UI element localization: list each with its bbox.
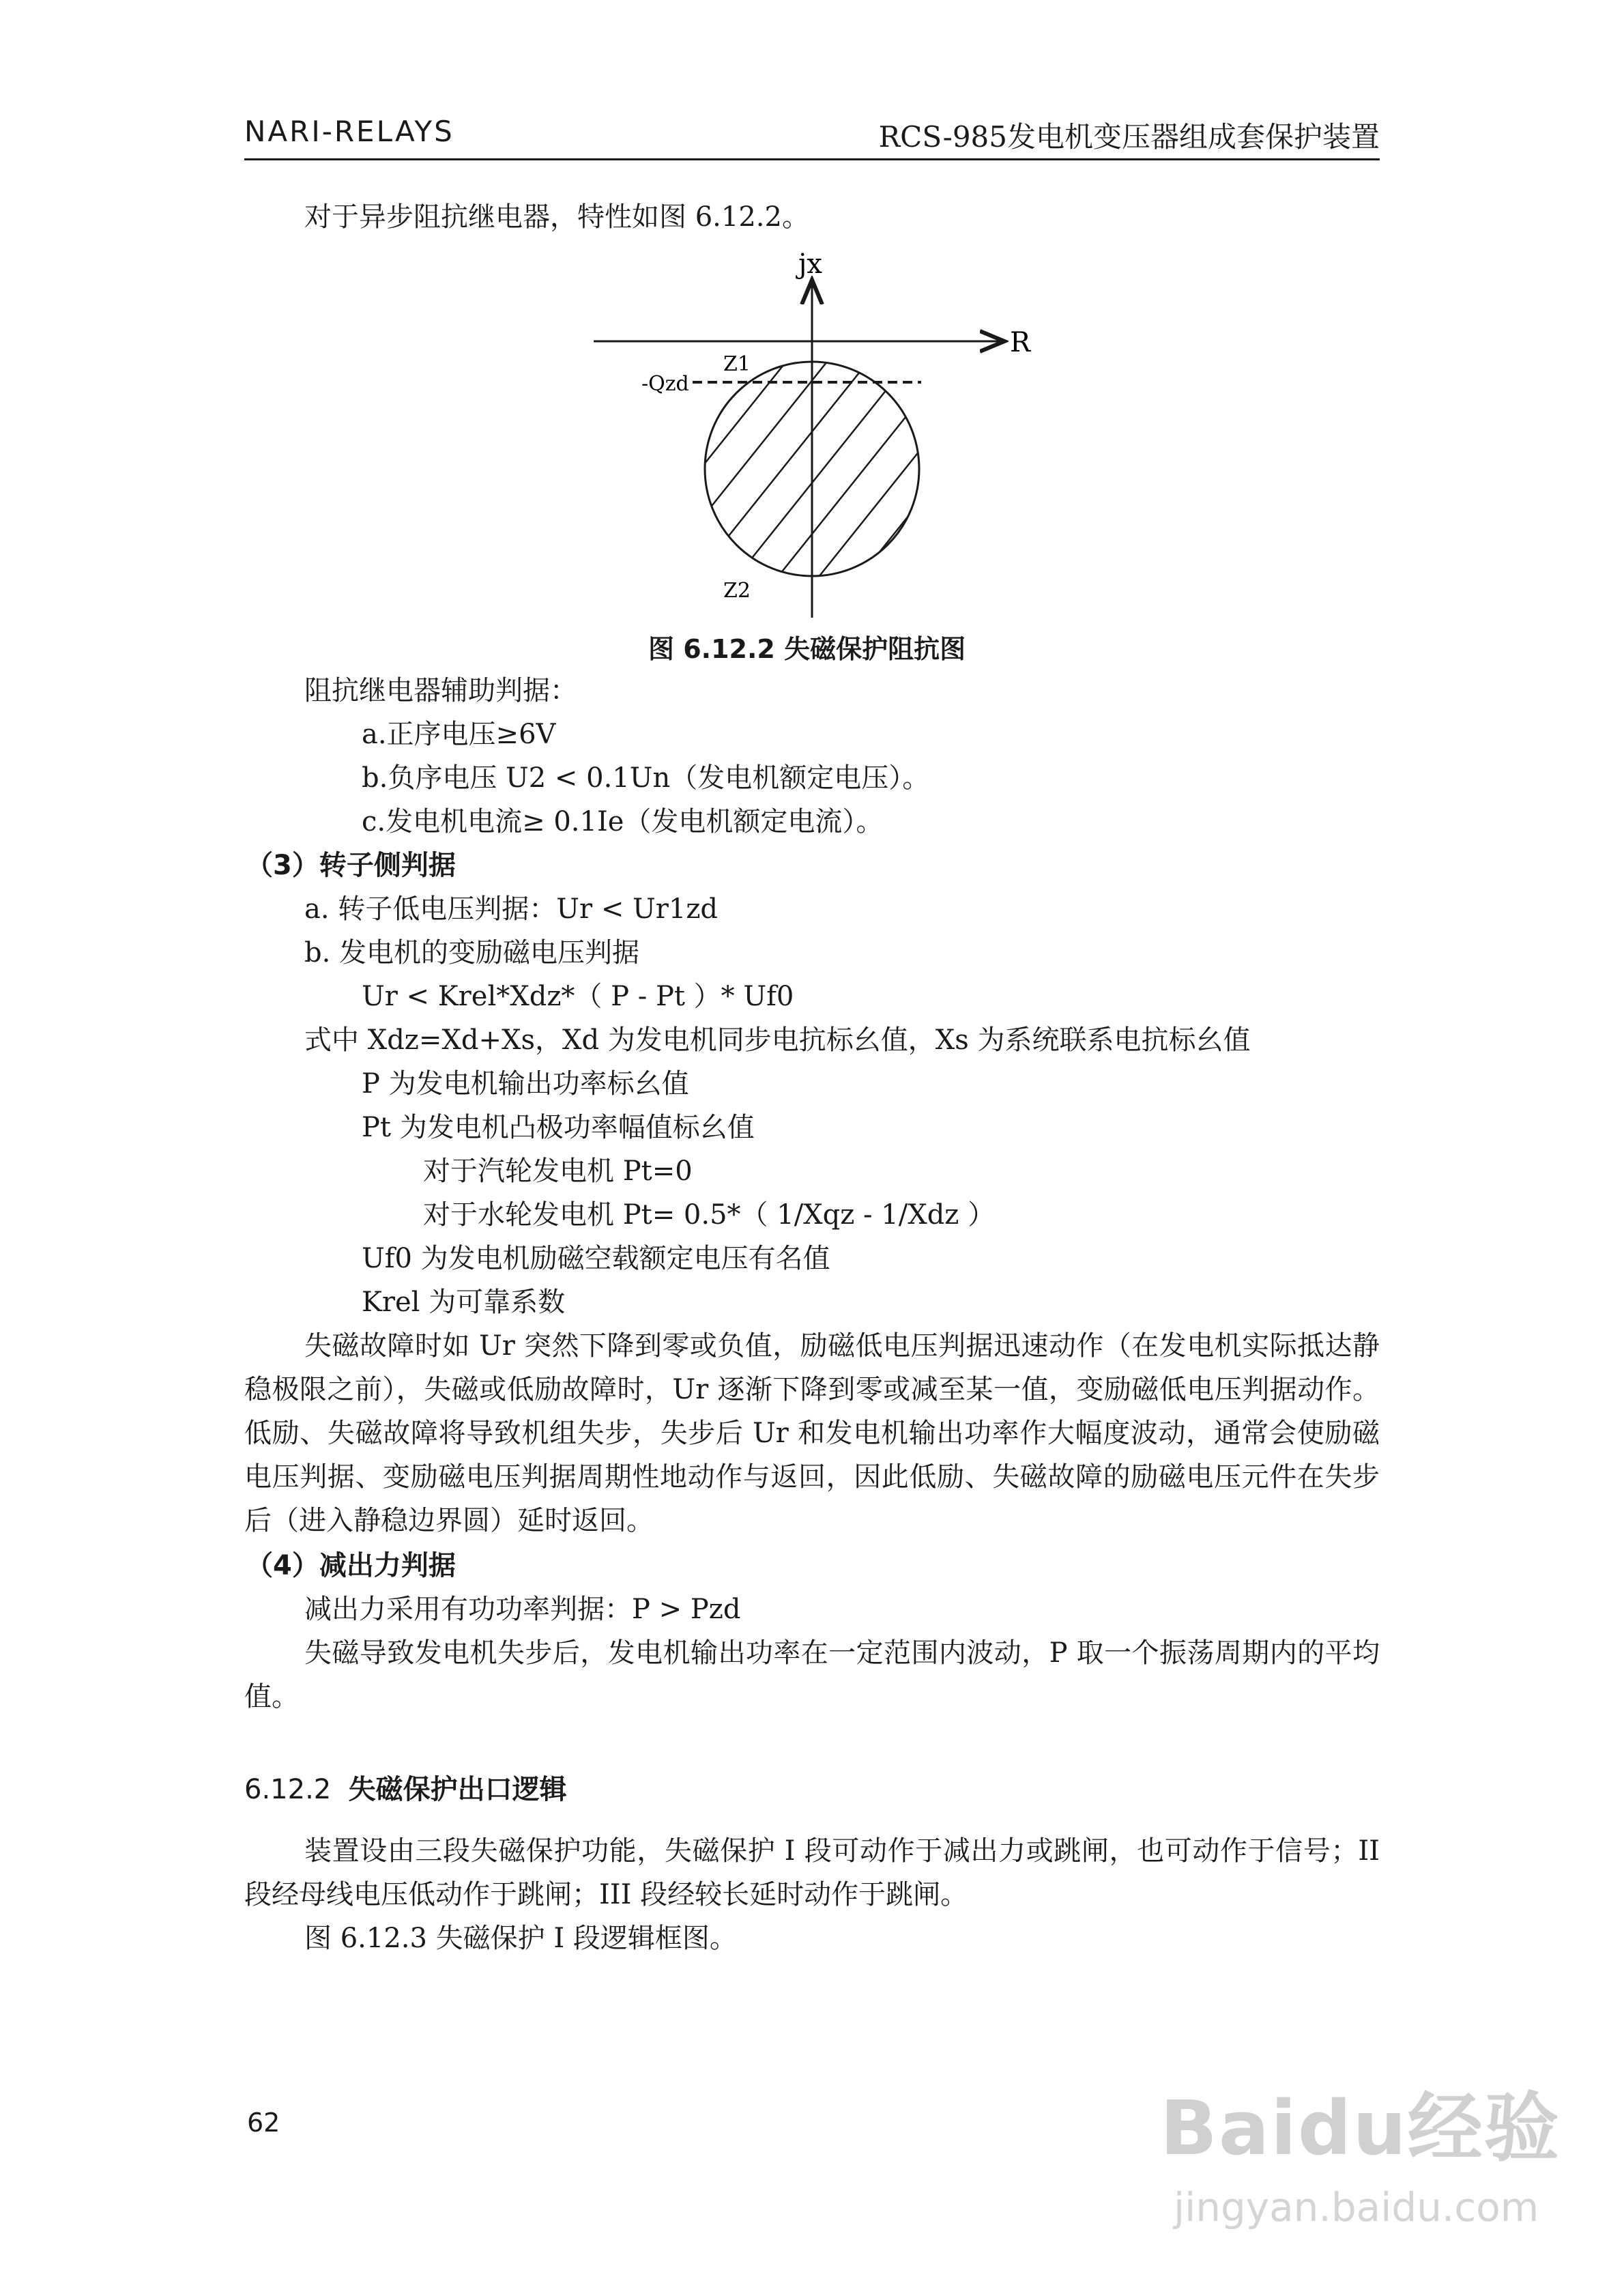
- figure-caption: 图 6.12.2 失磁保护阻抗图: [648, 634, 966, 664]
- rotor-heading: （3）转子侧判据: [246, 850, 456, 881]
- rotor-pt-def: Pt 为发电机凸极功率幅值标幺值: [362, 1112, 755, 1143]
- rotor-where: 式中 Xdz=Xd+Xs，Xd 为发电机同步电抗标幺值，Xs 为系统联系电抗标幺值: [304, 1024, 1251, 1056]
- reduce-line: 减出力采用有功功率判据：P > Pzd: [304, 1594, 741, 1625]
- rotor-krel-def: Krel 为可靠系数: [362, 1287, 566, 1318]
- reduce-heading: （4）减出力判据: [246, 1550, 456, 1581]
- rotor-hydro: 对于水轮发电机 Pt= 0.5*（ 1/Xqz - 1/Xdz ）: [423, 1199, 996, 1231]
- header-title: RCS-985发电机变压器组成套保护装置: [878, 120, 1380, 154]
- watermark-url: jingyan.baidu.com: [1174, 2184, 1539, 2230]
- intro-text: 对于异步阻抗继电器，特性如图 6.12.2。: [304, 201, 809, 233]
- rotor-paragraph: 失磁故障时如 Ur 突然下降到零或负值，励磁低电压判据迅速动作（在发电机实际抵达静稳极限之前），失磁或低励故障时，Ur 逐渐下降到零或减至某一值，变励磁低电压判据动作。低励、失磁故障将导致机组失步，失步后 Ur 和发电机输出功率作大幅度波动，通常会使励磁电压判据、变励磁电压判据周期性地动作与返回，因此低励、失磁故障的励磁电压元件在失步后（进入静稳边界圆）延时返回。: [244, 1330, 1380, 1536]
- rotor-p-def: P 为发电机输出功率标幺值: [362, 1068, 689, 1100]
- z2-label: Z2: [723, 579, 751, 603]
- section-heading: [244, 1768, 567, 1811]
- aux-title: 阻抗继电器辅助判据：: [304, 675, 577, 706]
- rotor-formula: Ur < Krel*Xdz*（ P - Pt ）* Uf0: [362, 981, 794, 1012]
- r-label: R: [1010, 327, 1031, 358]
- figure-reference: 图 6.12.3 失磁保护 I 段逻辑框图。: [304, 1923, 737, 1954]
- section-title: 失磁保护出口逻辑: [348, 1774, 567, 1805]
- section-paragraph: 装置设由三段失磁保护功能，失磁保护 I 段可动作于减出力或跳闸，也可动作于信号；II 段经母线电压低动作于跳闸；III 段经较长延时动作于跳闸。: [244, 1835, 1380, 1910]
- watermark-logo: Baidu经验: [1160, 2084, 1561, 2172]
- aux-item-b: b.负序电压 U2 < 0.1Un（发电机额定电压）。: [362, 762, 930, 794]
- impedance-figure: [587, 246, 1051, 628]
- rotor-steam: 对于汽轮发电机 Pt=0: [423, 1156, 693, 1187]
- header-rule: [244, 158, 1380, 160]
- section-number: 6.12.2: [244, 1774, 332, 1805]
- rotor-item-a: a. 转子低电压判据：Ur < Ur1zd: [304, 893, 719, 925]
- aux-item-c: c.发电机电流≥ 0.1Ie（发电机额定电流）。: [362, 806, 884, 837]
- page-number: 62: [247, 2108, 280, 2138]
- rotor-item-b: b. 发电机的变励磁电压判据: [304, 937, 640, 968]
- z1-label: Z1: [723, 352, 751, 376]
- header-brand: NARI-RELAYS: [244, 115, 454, 148]
- rotor-uf0-def: Uf0 为发电机励磁空载额定电压有名值: [362, 1243, 830, 1274]
- reduce-paragraph: 失磁导致发电机失步后，发电机输出功率在一定范围内波动，P 取一个振荡周期内的平均值。: [244, 1637, 1380, 1712]
- jx-label: jx: [798, 248, 822, 280]
- aux-item-a: a.正序电压≥6V: [362, 719, 556, 750]
- qzd-label: -Qzd: [641, 372, 689, 396]
